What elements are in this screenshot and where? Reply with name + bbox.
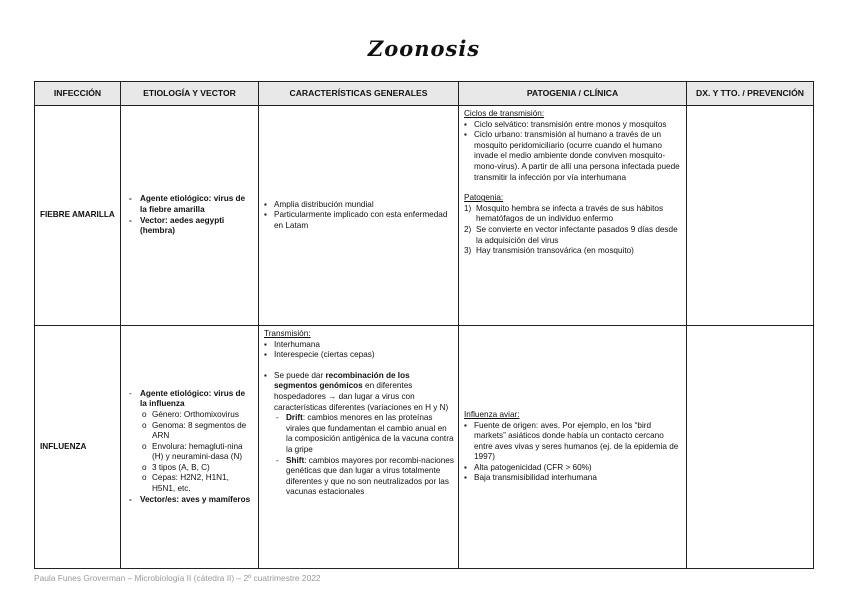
- patho-title: Patogenia:: [464, 193, 504, 203]
- table-row-fiebre: [35, 106, 814, 326]
- avian-title: Influenza aviar:: [464, 409, 520, 419]
- list-item: o Genoma: 8 segmentos de ARN: [140, 421, 254, 442]
- list-item: o Envolura: hemagluti-nina (H) y neuramini-dasa (N): [140, 442, 254, 463]
- header-caracteristicas: CARACTERÍSTICAS GENERALES: [259, 82, 459, 106]
- general-cell: [259, 106, 459, 326]
- header-dx: DX. Y TTO. / PREVENCIÓN: [687, 82, 814, 106]
- list-item: o Cepas: H2N2, H1N1, H5N1, etc.: [140, 473, 254, 494]
- list-item: ▪ Particularmente implicado con esta enfermedad en Latam: [264, 210, 454, 231]
- infection-name: INFLUENZA: [35, 326, 121, 569]
- recombination-item: ▪ Se puede dar recombinación de los segmentos genómicos en diferentes hospedadores → dan lugar a virus con características diferentes (variaciones en H y N) - Drift: cambios menores en las proteínas virales que fundamentan el cambio anual en la composición antigénica de la vacuna contra la gripe - Shift: cambios mayores por recombi-naciones genéticas que dan lugar a virus totalmente diferentes y que no son neutralizados por las vacunas estacionales: [264, 371, 454, 498]
- list-item: ▪ Alta patogenicidad (CFR > 60%): [464, 463, 682, 474]
- list-item: o Género: Orthomixovirus: [140, 410, 254, 421]
- etio-vector: - Vector: aedes aegypti (hembra): [126, 216, 254, 237]
- page-title: Zoonosis: [367, 36, 481, 61]
- pathogenesis-cell: [459, 326, 687, 569]
- table-row-influenza: [35, 326, 814, 569]
- transmission-title: Transmisión:: [264, 329, 311, 338]
- dx-cell: [687, 106, 814, 326]
- drift-item: - Drift: cambios menores en las proteínas virales que fundamentan el cambio anual en la composición antigénica de la vacuna contra la gripe: [274, 413, 454, 455]
- list-item: ▪ Interhumana: [264, 340, 454, 351]
- list-item: 2) Se convierte en vector infectante pasados 9 días desde la adquisición del virus: [464, 225, 682, 246]
- list-item: ▪ Ciclo selvático: transmisión entre monos y mosquitos: [464, 120, 682, 131]
- shift-item: - Shift: cambios mayores por recombi-naciones genéticas que dan lugar a virus totalmente diferentes y que no son neutralizados por las vacunas estacionales: [274, 456, 454, 498]
- etio-agent: - Agente etiológico: virus de la influenza o Género: Orthomixovirus o Genoma: 8 segmentos de ARN o Envolura: hemagluti-nina (H) y neuramini-dasa (N) o 3 tipos (A, B, C) o Cepas: H2N2, H1N1, H5N1, etc.: [126, 389, 254, 495]
- header-patogenia: PATOGENIA / CLÍNICA: [459, 82, 687, 106]
- etio-vector: - Vector/es: aves y mamíferos: [126, 495, 254, 506]
- list-item: ▪ Baja transmisibilidad interhumana: [464, 473, 682, 484]
- list-item: ▪ Interespecie (ciertas cepas): [264, 350, 454, 361]
- cycles-title: Ciclos de transmisión:: [464, 109, 545, 118]
- list-item: ▪ Fuente de origen: aves. Por ejemplo, en los “bird markets” asiáticos donde había un contacto cercano entre aves vivas y seres humanos (ej. de la epidemia de 1997): [464, 421, 682, 463]
- footer: Paula Funes Groverman – Microbiología II (cátedra II) – 2º cuatrimestre 2022: [34, 573, 321, 583]
- etiology-cell: [121, 106, 259, 326]
- etio-agent: - Agente etiológico: virus de la fiebre amarilla: [126, 194, 254, 215]
- list-item: o 3 tipos (A, B, C): [140, 463, 254, 474]
- header-etiologia: ETIOLOGÍA Y VECTOR: [121, 82, 259, 106]
- zoonosis-table: [34, 81, 814, 569]
- list-item: 3) Hay transmisión transovárica (en mosquito): [464, 246, 682, 257]
- list-item: ▪ Amplia distribución mundial: [264, 200, 454, 211]
- dx-cell: [687, 326, 814, 569]
- etiology-cell: [121, 326, 259, 569]
- general-cell: [259, 326, 459, 569]
- header-infeccion: INFECCIÓN: [35, 82, 121, 106]
- header-row: [35, 82, 814, 106]
- list-item: 1) Mosquito hembra se infecta a través de sus hábitos hematófagos de un individuo enfermo: [464, 204, 682, 225]
- infection-name: FIEBRE AMARILLA: [35, 106, 121, 326]
- list-item: ▪ Ciclo urbano: transmisión al humano a través de un mosquito peridomiciliario (ocurre cuando el humano invade el medio ambiente donde conviven mosquito-mono-virus). A partir de allí una persona infectada puede transmitir la infección por vía interhumana: [464, 130, 682, 183]
- pathogenesis-cell: [459, 106, 687, 326]
